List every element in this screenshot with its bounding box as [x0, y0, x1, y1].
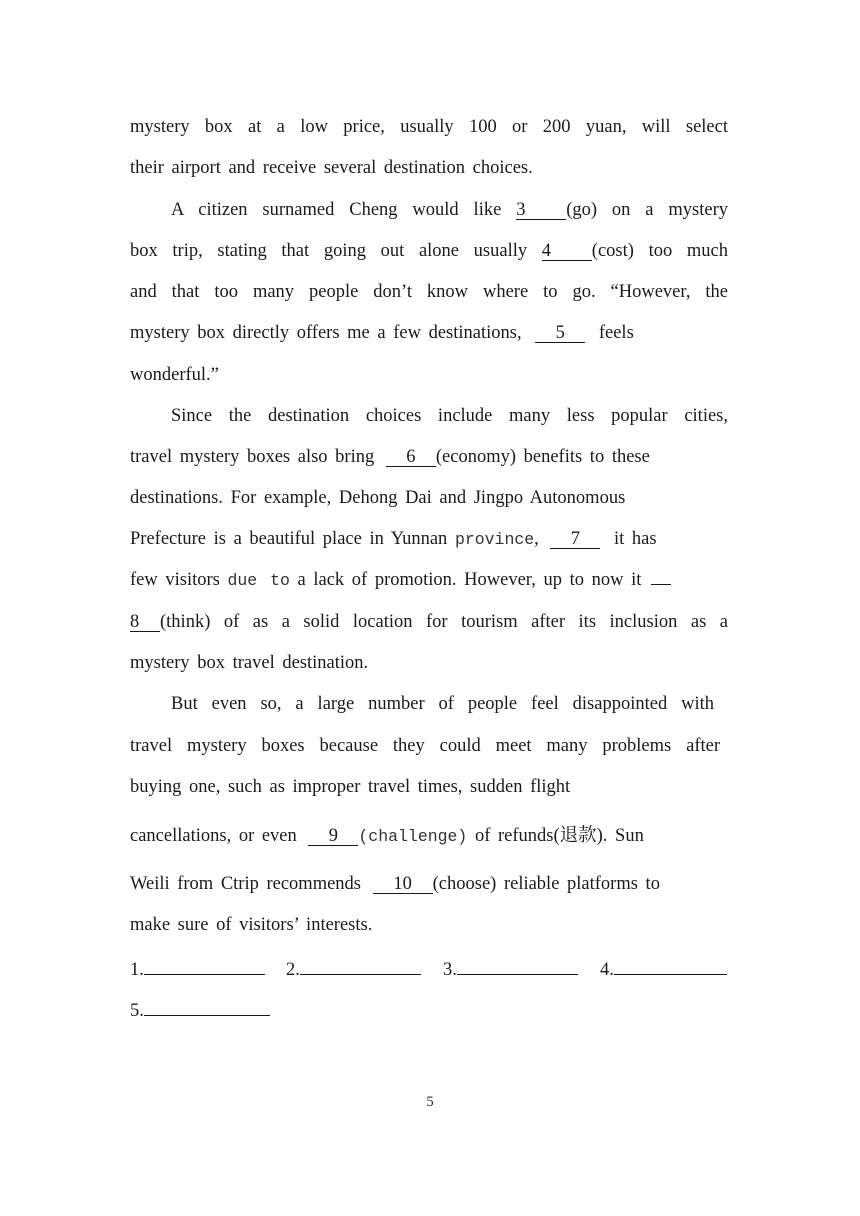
passage-line-7: wonderful.”: [130, 365, 219, 385]
text-mono: province: [454, 530, 535, 549]
answer-4: [600, 956, 727, 981]
passage-line-2: their airport and receive several destination choices.: [130, 158, 533, 178]
answer-row-2: [130, 997, 730, 1022]
answer-line: [300, 956, 421, 975]
answer-label: 5.: [130, 1001, 144, 1021]
blank-4: 4: [542, 242, 592, 261]
answer-label: 1.: [130, 960, 144, 980]
text: ,: [534, 529, 539, 549]
text: A citizen surnamed Cheng would like: [171, 200, 502, 220]
text: box trip, stating that going out alone usually: [130, 241, 528, 261]
blank-8-start: [651, 584, 671, 585]
passage-line-10: destinations. For example, Dehong Dai and Jingpo Autonomous: [130, 488, 626, 508]
answer-label: 4.: [600, 960, 614, 980]
blank-6: 6: [386, 448, 436, 467]
answer-label: 3.: [443, 960, 457, 980]
passage-line-9: [130, 446, 710, 468]
text-mono: (challenge): [358, 827, 468, 846]
blank-9: 9: [308, 827, 358, 846]
answer-3: [443, 956, 578, 981]
text: Weili from Ctrip recommends: [130, 874, 361, 894]
text: mystery box directly offers me a few destinations,: [130, 323, 522, 343]
blank-8: 8: [130, 613, 160, 632]
passage-line-17: buying one, such as improper travel times, sudden flight: [130, 777, 571, 797]
blank-5: 5: [535, 324, 585, 343]
answer-2: [286, 956, 421, 981]
text: cancellations, or even: [130, 826, 297, 846]
passage-line-18: [130, 825, 690, 848]
passage-line-15: But even so, a large number of people feel disappointed with: [171, 694, 714, 714]
text: feels: [598, 323, 634, 343]
answer-label: 2.: [286, 960, 300, 980]
text: of refunds(退款). Sun: [474, 826, 644, 846]
passage-line-6: [130, 322, 690, 344]
text: (go) on a mystery: [566, 200, 729, 220]
passage-line-4: [130, 240, 728, 262]
answer-1: [130, 956, 265, 981]
answer-line: [457, 956, 578, 975]
passage-line-11: [130, 528, 710, 551]
passage-line-8: Since the destination choices include many less popular cities,: [171, 406, 728, 426]
passage-line-16: travel mystery boxes because they could meet many problems after: [130, 736, 720, 756]
text: travel mystery boxes also bring: [130, 447, 375, 467]
passage-line-14: mystery box travel destination.: [130, 653, 369, 673]
text: Prefecture is a beautiful place in Yunnan: [130, 529, 448, 549]
text: (choose) reliable platforms to: [432, 874, 660, 894]
text: few visitors: [130, 570, 220, 590]
blank-7: 7: [550, 530, 600, 549]
passage-line-3: [171, 199, 728, 221]
text: it has: [614, 529, 657, 549]
text: a lack of promotion. However, up to now it: [297, 570, 642, 590]
page-number: 5: [426, 1094, 434, 1110]
passage-line-19: [130, 873, 720, 895]
answer-line: [614, 956, 727, 975]
text: (think) of as a solid location for tourism after its inclusion as a: [160, 612, 728, 632]
passage-line-12: [130, 569, 730, 592]
text-mono: due to: [227, 571, 290, 590]
passage-line-1: mystery box at a low price, usually 100 or 200 yuan, will select: [130, 117, 728, 137]
passage-line-13: [130, 611, 728, 633]
blank-10: 10: [373, 875, 433, 894]
answer-line: [144, 997, 270, 1016]
answer-line: [144, 956, 265, 975]
text: (economy) benefits to these: [435, 447, 650, 467]
text: (cost) too much: [591, 241, 729, 261]
answer-5: [130, 997, 270, 1022]
blank-3: 3: [516, 201, 566, 220]
passage-line-5: and that too many people don’t know where to go. “However, the: [130, 282, 728, 302]
passage-line-20: make sure of visitors’ interests.: [130, 915, 373, 935]
